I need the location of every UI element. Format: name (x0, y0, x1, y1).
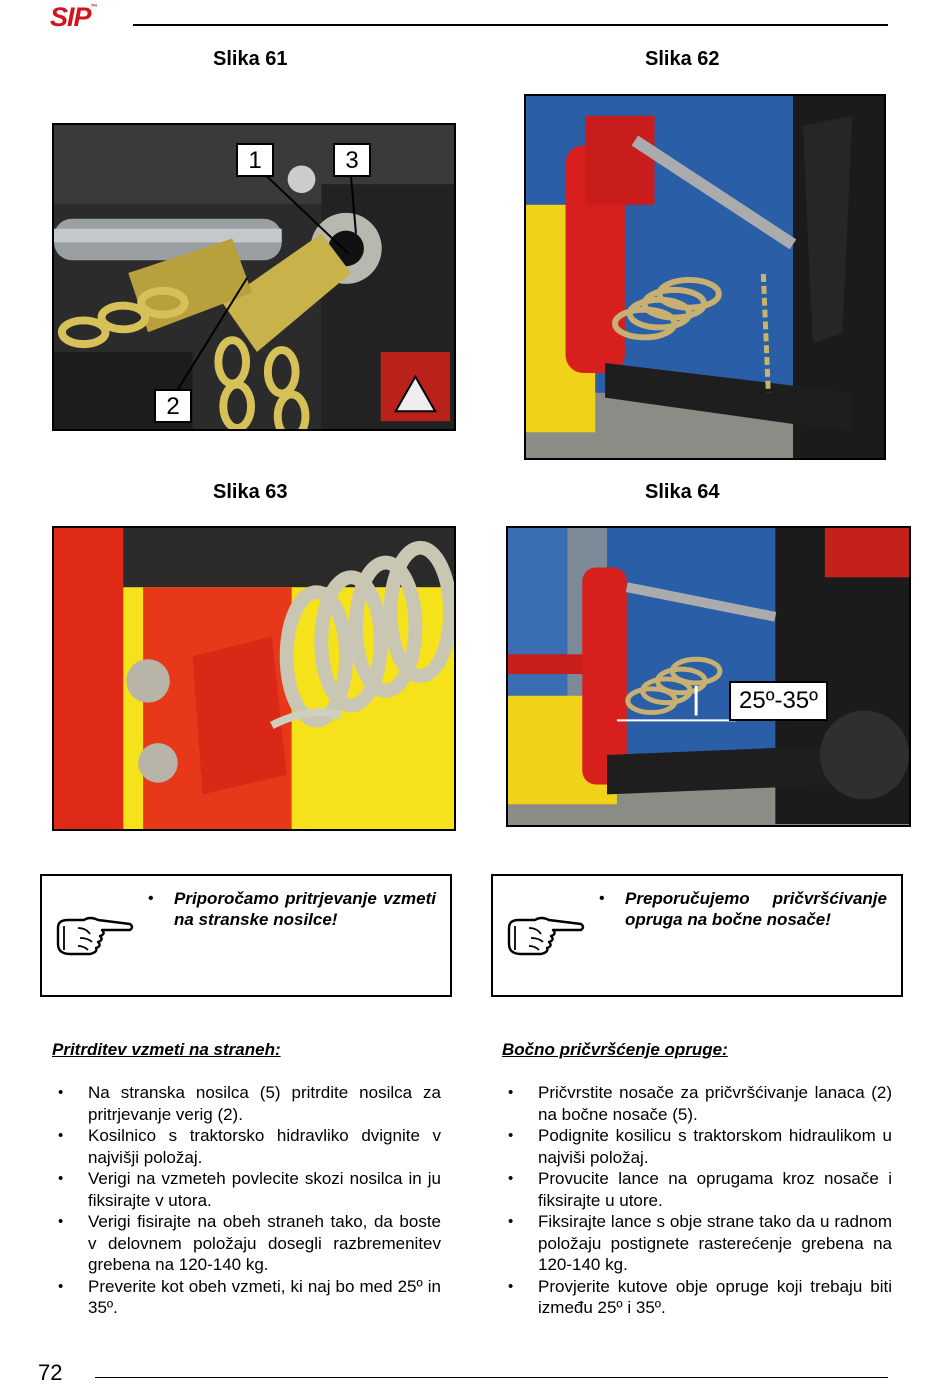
instruction-list-croatian (502, 1082, 892, 1319)
page-number: 72 (38, 1360, 63, 1385)
callout-3: 3 (333, 143, 371, 177)
pointing-hand-icon (54, 914, 134, 958)
section-title-croatian: Bočno pričvršćenje opruge: (502, 1040, 728, 1059)
figure-62-photo (524, 94, 886, 460)
recommendation-note-slovenian (40, 874, 452, 997)
list-item: • Verigi na vzmeteh povlecite skozi nosilca in ju fiksirajte v utora. (52, 1168, 441, 1211)
angle-range-label: 25º-35º (729, 681, 828, 721)
trademark-mark: ™ (90, 4, 97, 11)
list-item: • Fiksirajte lance s obje strane tako da u radnom položaju postignete rasterećenje grebena na 120-140 kg. (502, 1211, 892, 1276)
header-rule (133, 24, 888, 26)
section-title-slovenian: Pritrditev vzmeti na straneh: (52, 1040, 281, 1059)
logo-text: SIP (50, 2, 91, 32)
list-item: • Provucite lance na oprugama kroz nosače i fiksirajte u utore. (502, 1168, 892, 1211)
list-item: • Pričvrstite nosače za pričvršćivanje lanaca (2) na bočne nosače (5). (502, 1082, 892, 1125)
figure-caption-62: Slika 62 (645, 48, 720, 70)
list-item: • Kosilnico s traktorsko hidravliko dvignite v najvišji položaj. (52, 1125, 441, 1168)
note-text: Preporučujemo pričvršćivanje opruga na bočne nosače! (625, 889, 887, 929)
list-item: • Na stranska nosilca (5) pritrdite nosilca za pritrjevanje verig (2). (52, 1082, 441, 1125)
callout-2: 2 (154, 389, 192, 423)
figure-63-photo (52, 526, 456, 831)
list-item: • Provjerite kutove obje opruge koji trebaju biti između 25º i 35º. (502, 1276, 892, 1319)
figure-caption-64: Slika 64 (645, 481, 720, 503)
footer-rule (95, 1377, 888, 1378)
pointing-hand-icon (505, 914, 585, 958)
figure-64-photo (506, 526, 911, 827)
callout-1: 1 (236, 143, 274, 177)
figure-caption-63: Slika 63 (213, 481, 288, 503)
figure-caption-61: Slika 61 (213, 48, 288, 70)
note-bullet: • (599, 890, 605, 907)
list-item: • Verigi fisirajte na obeh straneh tako, da boste v delovnem položaju dosegli razbremenitev grebena na 120-140 kg. (52, 1211, 441, 1276)
recommendation-note-croatian (491, 874, 903, 997)
instruction-list-slovenian (52, 1082, 441, 1319)
list-item: • Podignite kosilicu s traktorskom hidraulikom u najviši položaj. (502, 1125, 892, 1168)
sip-logo (50, 2, 97, 33)
note-bullet: • (148, 890, 154, 907)
list-item: • Preverite kot obeh vzmeti, ki naj bo med 25º in 35º. (52, 1276, 441, 1319)
note-text: Priporočamo pritrjevanje vzmeti na stranske nosilce! (174, 889, 436, 929)
